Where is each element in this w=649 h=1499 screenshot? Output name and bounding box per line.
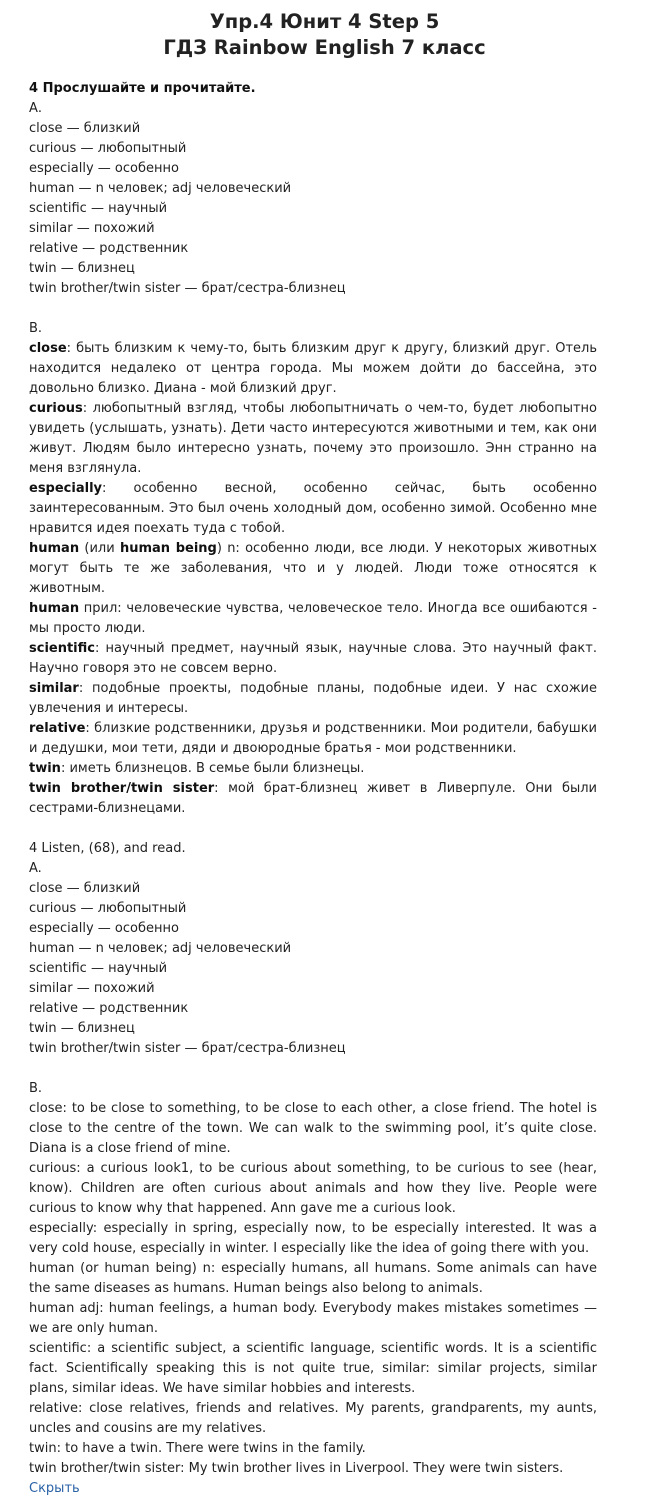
en-vocab-item: relative — родственник — [29, 1001, 189, 1016]
ru-vocab-item: human — n человек; adj человеческий — [29, 181, 292, 196]
en-a-label: A. — [29, 861, 42, 876]
en-vocab-item: close — близкий — [29, 881, 141, 896]
ru-vocab-item: similar — похожий — [29, 221, 155, 236]
page-title-line-1: Упр.4 Юнит 4 Step 5 — [209, 10, 440, 33]
en-heading: 4 Listen, (68), and read. — [29, 841, 186, 856]
ru-heading: 4 Прослушайте и прочитайте. — [29, 81, 256, 96]
en-entry: human adj: human feelings, a human body. Everybody makes mistakes sometimes — we are only human. — [29, 1301, 597, 1336]
en-b-label: B. — [29, 1081, 43, 1096]
en-vocab-item: human — n человек; adj человеческий — [29, 941, 292, 956]
ru-entry-term: twin — [29, 761, 61, 776]
ru-vocab-item: relative — родственник — [29, 241, 189, 256]
en-entry: relative: close relatives, friends and relatives. My parents, grandparents, my aunts, uncles and cousins are my relatives. — [29, 1401, 597, 1436]
ru-entry-term: similar — [29, 681, 79, 696]
ru-entry: curious: любопытный взгляд, чтобы любопытничать о чем-то, будет любопытно увидеть (услышать, узнать). Дети часто интересуются животными и тем, как они живут. Людям было интересно узнать, почему это произошло. Энн странно на меня взглянула. — [29, 401, 597, 476]
ru-vocab-item: close — близкий — [29, 121, 141, 136]
ru-entry-term: human being — [119, 541, 217, 556]
ru-entry-term: human — [29, 541, 80, 556]
ru-vocab-item: twin — близнец — [29, 261, 135, 276]
ru-entry: relative: близкие родственники, друзья и родственники. Мои родители, бабушки и дедушки, мои тети, дяди и двоюродные братья - мои родственники. — [29, 721, 597, 756]
ru-entry: especially: особенно весной, особенно сейчас, быть особенно заинтересованным. Это был очень холодный дом, особенно зимой. Особенно мне нравится идея поехать туда с тобой. — [29, 481, 597, 536]
ru-vocab-item: especially — особенно — [29, 161, 179, 176]
ru-entry: human (или human being) n: особенно люди, все люди. У некоторых животных могут быть те же заболевания, что и у людей. Люди тоже относятся к животным. — [29, 541, 598, 596]
en-entry: twin brother/twin sister: My twin brother lives in Liverpool. They were twin sisters. — [29, 1461, 564, 1476]
en-entry: twin: to have a twin. There were twins in the family. — [29, 1441, 366, 1456]
en-vocab-item: curious — любопытный — [29, 901, 187, 916]
ru-vocab-item: twin brother/twin sister — брат/сестра-близнец — [29, 281, 346, 296]
ru-entry-term: close — [29, 341, 67, 356]
en-entry: especially: especially in spring, especially now, to be especially interested. It was a very cold house, especially in winter. I especially like the idea of going there with you. — [29, 1221, 597, 1256]
ru-entry: close: быть близким к чему-то, быть близким друг к другу, близкий друг. Отель находится недалеко от центра города. Мы можем дойти до бассейна, это довольно близко. Диана - мой близкий друг. — [29, 341, 597, 396]
ru-entry-term: curious — [29, 401, 83, 416]
ru-entry: twin: иметь близнецов. В семье были близнецы. — [29, 761, 365, 776]
ru-entry-term: scientific — [29, 641, 95, 656]
ru-vocab-item: curious — любопытный — [29, 141, 187, 156]
ru-entry: twin brother/twin sister: мой брат-близнец живет в Ливерпуле. Они были сестрами-близнецами. — [29, 781, 597, 816]
ru-vocab-item: scientific — научный — [29, 201, 168, 216]
en-vocab-item: twin brother/twin sister — брат/сестра-близнец — [29, 1041, 346, 1056]
en-vocab-item: similar — похожий — [29, 981, 155, 996]
ru-a-label: А. — [29, 101, 43, 116]
en-entry: human (or human being) n: especially humans, all humans. Some animals can have the same diseases as humans. Human beings also belong to animals. — [29, 1261, 597, 1296]
en-entry: scientific: a scientific subject, a scientific language, scientific words. It is a scientific fact. Scientifically speaking this is not quite true, similar: similar projects, similar plans, similar ideas. We have similar hobbies and interests. — [29, 1341, 597, 1396]
en-vocab-item: twin — близнец — [29, 1021, 135, 1036]
hide-answer-link[interactable]: Скрыть — [29, 1481, 80, 1496]
en-entry: curious: a curious look1, to be curious about something, to be curious to see (hear, know). Children are often curious about animals and how they live. People were curious to know why that happened. Ann gave me a curious look. — [29, 1161, 597, 1216]
ru-entry-term: relative — [29, 721, 86, 736]
en-entry: close: to be close to something, to be close to each other, a close friend. The hotel is close to the centre of the town. We can walk to the swimming pool, it’s quite close. Diana is a close friend of mine. — [29, 1101, 597, 1156]
en-vocab-item: scientific — научный — [29, 961, 168, 976]
ru-entry-term: human — [29, 601, 80, 616]
ru-entry: similar: подобные проекты, подобные планы, подобные идеи. У нас схожие увлечения и интересы. — [29, 681, 597, 716]
hide-answer-row — [29, 1479, 597, 1499]
answer-content — [29, 79, 597, 1499]
ru-entry-term: especially — [29, 481, 102, 496]
ru-entry: scientific: научный предмет, научный язык, научные слова. Это научный факт. Научно говоря это не совсем верно. — [29, 641, 597, 676]
ru-entry: human прил: человеческие чувства, человеческое тело. Иногда все ошибаются - мы просто люди. — [29, 601, 597, 636]
page-title-line-2: ГДЗ Rainbow English 7 класс — [163, 36, 486, 59]
ru-b-label: B. — [29, 321, 43, 336]
en-vocab-item: especially — особенно — [29, 921, 179, 936]
ru-entry-term: twin brother/twin sister — [29, 781, 215, 796]
